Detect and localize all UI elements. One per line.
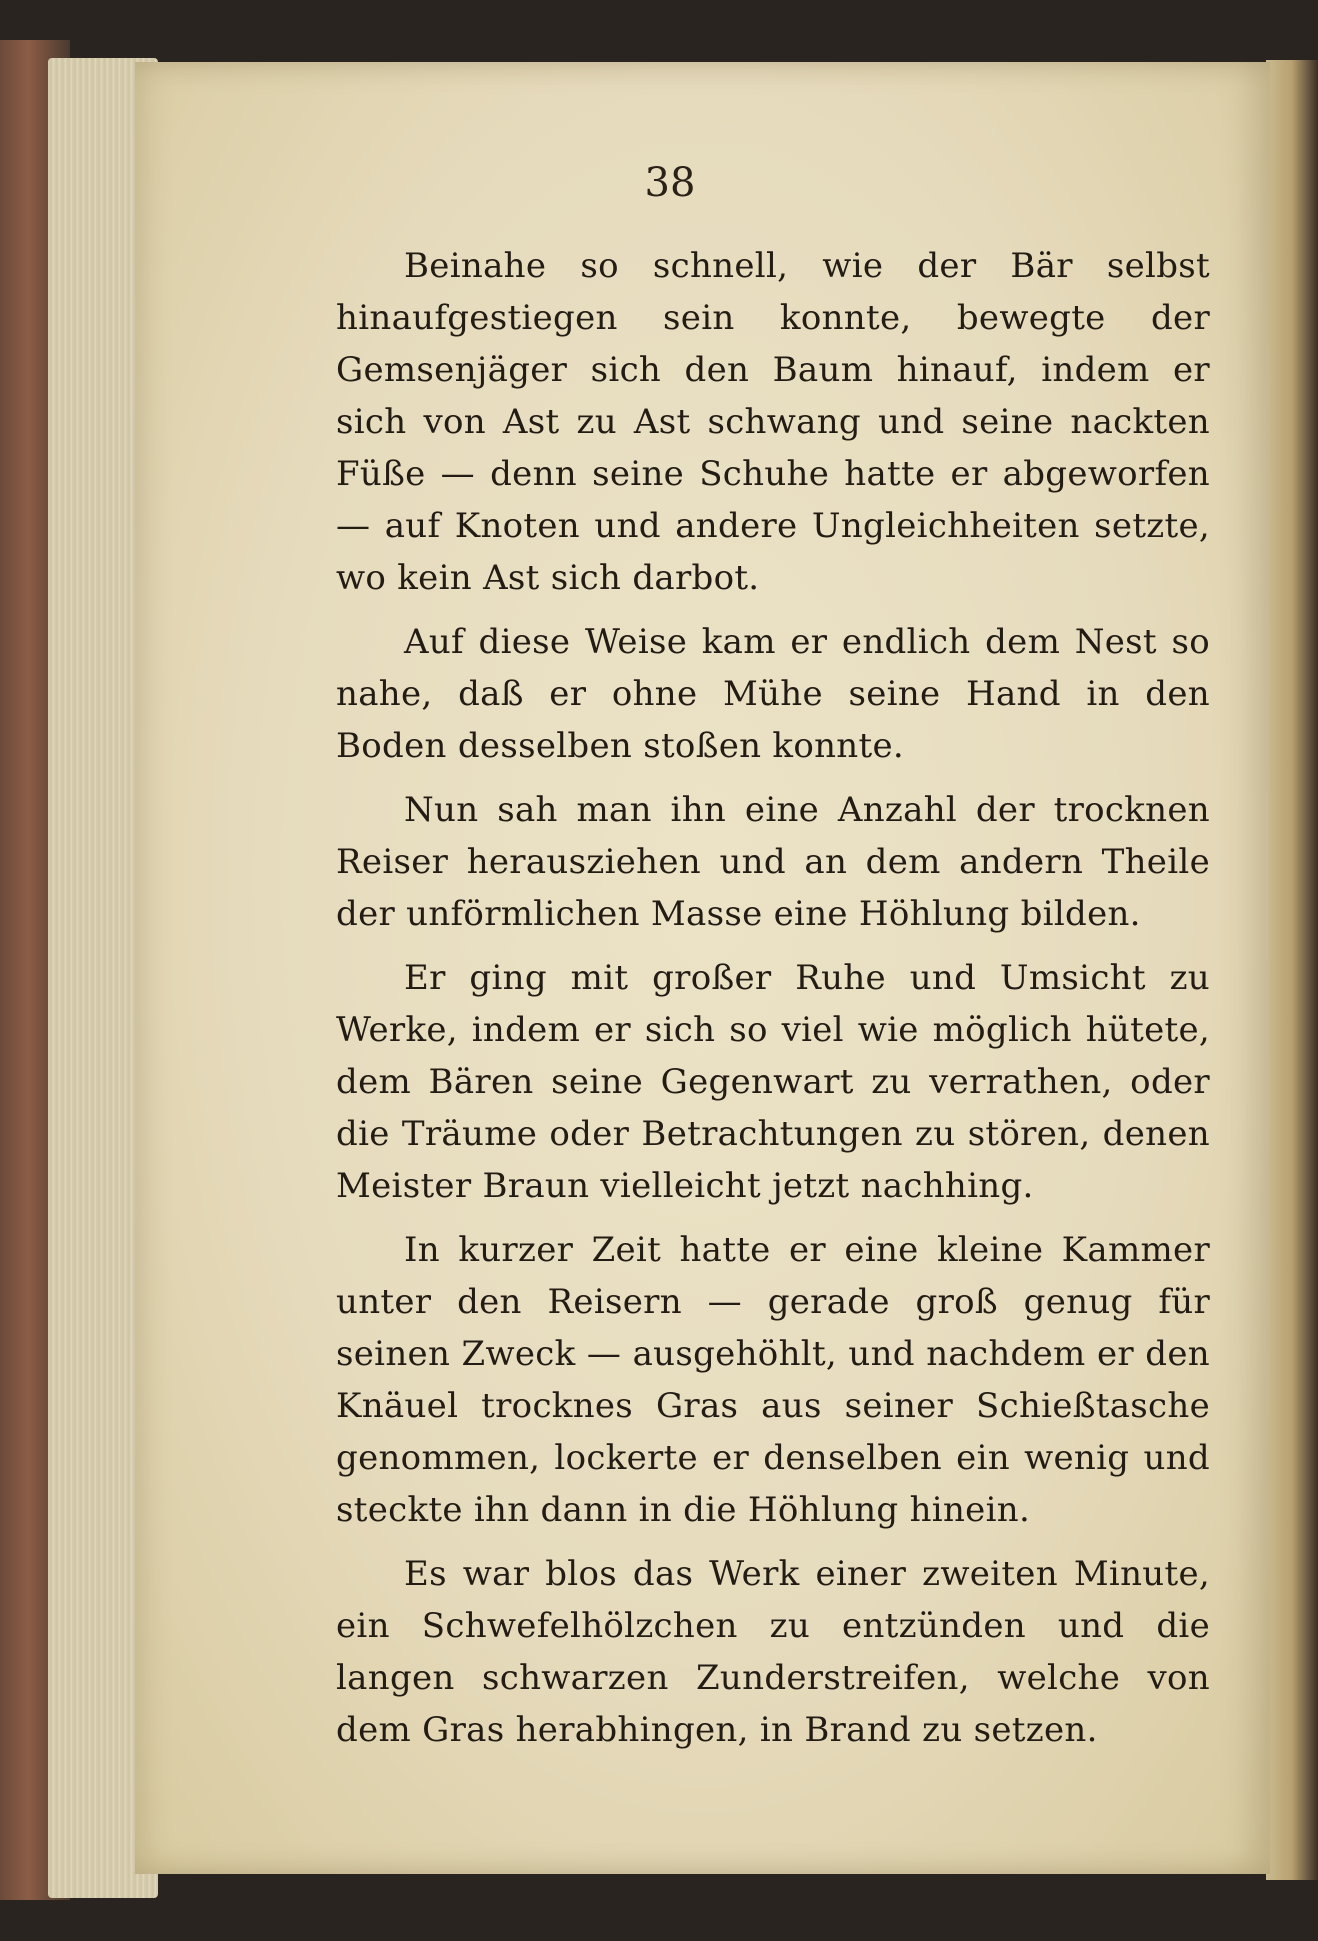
page-number: 38: [644, 160, 696, 206]
paragraph: In kurzer Zeit hatte er eine kleine Kammer unter den Reisern — gerade groß genug für seinen Zweck — ausgehöhlt, und nachdem er den Knäuel trocknes Gras aus seiner Schießtasche genommen, lockerte er denselben ein wenig und steckte ihn dann in die Höhlung hinein.: [336, 1230, 1210, 1530]
paragraph: Nun sah man ihn eine Anzahl der trocknen Reiser herausziehen und an dem andern Theile der unförmlichen Masse eine Höhlung bilden.: [336, 790, 1210, 934]
paragraph: Auf diese Weise kam er endlich dem Nest so nahe, daß er ohne Mühe seine Hand in den Boden desselben stoßen konnte.: [336, 622, 1210, 766]
paragraph: Es war blos das Werk einer zweiten Minute, ein Schwefelhölzchen zu entzünden und die langen schwarzen Zunderstreifen, welche von dem Gras herabhingen, in Brand zu setzen.: [336, 1554, 1210, 1750]
paragraph: Er ging mit großer Ruhe und Umsicht zu Werke, indem er sich so viel wie möglich hütete, dem Bären seine Gegenwart zu verrathen, oder die Träume oder Betrachtungen zu stören, denen Meister Braun vielleicht jetzt nachhing.: [336, 958, 1210, 1206]
facing-page-edge: [1266, 60, 1318, 1880]
page-text: [336, 240, 1210, 1768]
paragraph: Beinahe so schnell, wie der Bär selbst hinaufgestiegen sein konnte, bewegte der Gemsenjäger sich den Baum hinauf, indem er sich von Ast zu Ast schwang und seine nackten Füße — denn seine Schuhe hatte er abgeworfen — auf Knoten und andere Ungleichheiten setzte, wo kein Ast sich darbot.: [336, 246, 1210, 598]
